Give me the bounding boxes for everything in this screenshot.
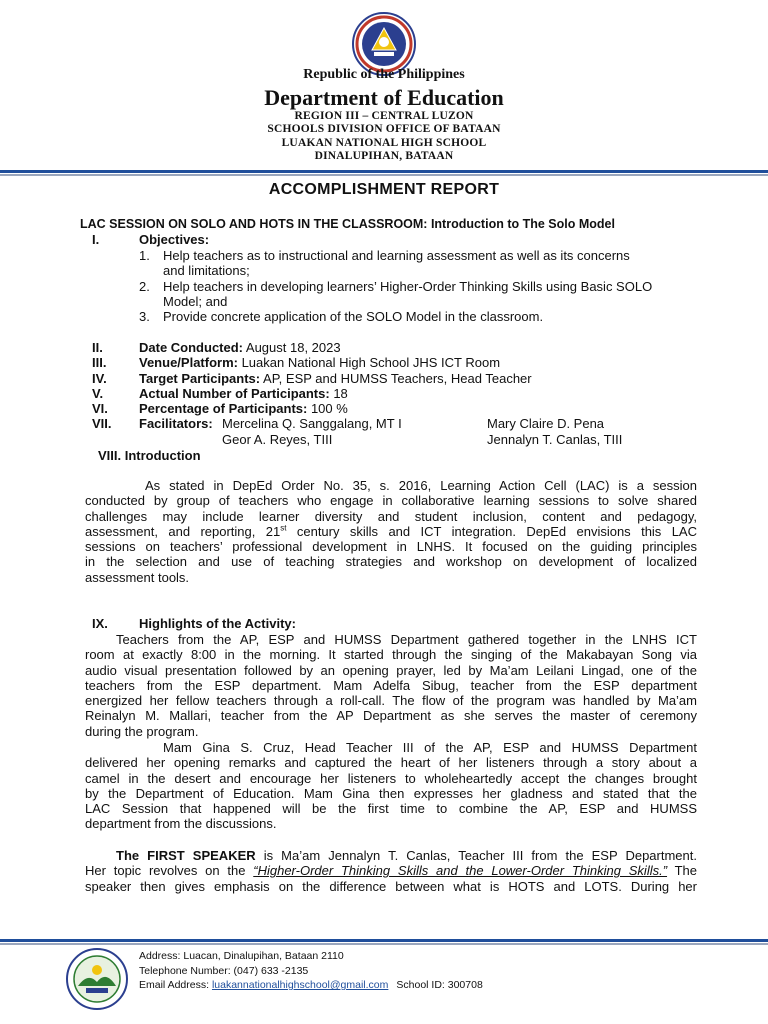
detail-label: Actual Number of Participants:	[139, 386, 330, 401]
detail-label: Percentage of Participants:	[139, 401, 308, 416]
ordinal-suffix: st	[280, 523, 287, 533]
detail-percentage	[139, 401, 348, 416]
highlights-paragraph-2	[85, 740, 697, 832]
detail-label: Target Participants:	[139, 371, 261, 386]
detail-value: August 18, 2023	[243, 340, 341, 355]
speaker-lead: The FIRST SPEAKER	[116, 848, 256, 863]
introduction-heading: VIII. Introduction	[98, 448, 201, 463]
introduction-paragraph	[85, 478, 697, 585]
detail-date	[139, 340, 341, 355]
line-part: assessment, and reporting, 21	[85, 523, 281, 539]
footer-email-link[interactable]: luakannationalhighschool@gmail.com	[211, 979, 389, 991]
paragraph-line: camel in the desert and encourage her listeners to wholeheartedly accept the changes brought	[85, 770, 697, 786]
objective-text: Help teachers as to instructional and learning assessment as well as its concerns	[163, 248, 630, 263]
paragraph-line: assessment tools.	[85, 569, 190, 585]
lac-session-title: LAC SESSION ON SOLO AND HOTS IN THE CLASSROOM: Introduction to The Solo Model	[80, 217, 615, 231]
highlights-paragraph-1	[85, 632, 697, 739]
paragraph-line: delivered her opening remarks and captured the heart of her listeners through a story about a	[85, 755, 697, 771]
footer-telephone: Telephone Number: (047) 633 -2135	[139, 965, 309, 977]
facilitators-label: Facilitators:	[139, 416, 213, 431]
objective-number: 1.	[139, 248, 150, 263]
section-numeral: I.	[92, 232, 100, 247]
section-numeral: IX.	[92, 616, 108, 631]
paragraph-line: conducted by group of teachers who engage in collaborative learning sessions to solve shared	[85, 493, 697, 509]
objective-number: 2.	[139, 279, 150, 294]
paragraph-line: challenges may include learner diversity and student inclusion, content and pedagogy,	[85, 508, 697, 524]
footer-school-id: School ID: 300708	[396, 979, 483, 991]
objective-number: 3.	[139, 309, 150, 324]
objectives-heading: Objectives:	[139, 232, 210, 247]
republic-heading: Republic of the Philippines	[303, 67, 465, 82]
paragraph-line: department from the discussions.	[85, 816, 277, 832]
school-seal-icon	[66, 948, 128, 1010]
detail-label: Date Conducted:	[139, 340, 243, 355]
footer-email-label: Email Address:	[139, 979, 212, 991]
paragraph-line: speaker then gives emphasis on the difference between what is HOTS and LOTS. During her	[85, 878, 697, 894]
line-part: The	[667, 863, 697, 879]
report-title: ACCOMPLISHMENT REPORT	[268, 181, 500, 198]
paragraph-line: room at exactly 8:00 in the morning. It started through the singing of the Makabayan Song via	[85, 647, 697, 663]
paragraph-line: energized her fellow teachers through a roll-call. The flow of the program was handled by Ma’am	[85, 693, 697, 709]
detail-target	[139, 371, 532, 386]
detail-value: Luakan National High School JHS ICT Room	[237, 355, 501, 370]
objective-text: Help teachers in developing learners’ Higher-Order Thinking Skills using Basic SOLO	[163, 279, 653, 294]
line-part: is Ma’am Jennalyn T. Canlas, Teacher III from the ESP Department.	[255, 848, 697, 863]
paragraph-line: teachers from the ESP department. Mam Adelfa Sibug, teacher from the ESP department	[85, 677, 697, 693]
line-part: century skills and ICT integration. DepEd envisions this LAC	[286, 523, 697, 539]
section-numeral: VII.	[92, 416, 112, 431]
detail-label: Venue/Platform:	[139, 355, 238, 370]
section-numeral: IV.	[92, 371, 107, 386]
facilitator-name: Mercelina Q. Sanggalang, MT I	[222, 416, 402, 431]
paragraph-line: Teachers from the AP, ESP and HUMSS Department gathered together in the LNHS ICT	[116, 632, 697, 647]
detail-value: 18	[329, 386, 348, 401]
footer-address: Address: Luacan, Dinalupihan, Bataan 2110	[139, 950, 344, 962]
footer-rule	[0, 939, 768, 942]
paragraph-line	[85, 848, 697, 863]
paragraph-line: Reinalyn M. Mallari, teacher from the AP Department as she serves the master of ceremony	[85, 708, 697, 724]
paragraph-line: LAC Session that happened will be the first time to combine the AP, ESP and HUMSS	[85, 801, 697, 817]
header-rule-shadow	[0, 174, 768, 176]
location-line: DINALUPIHAN, BATAAN	[314, 150, 454, 162]
detail-value: 100 %	[307, 401, 348, 416]
footer-email-line	[139, 979, 483, 991]
footer-rule-shadow	[0, 943, 768, 945]
paragraph-line	[85, 863, 697, 878]
objective-text: Model; and	[163, 294, 228, 309]
paragraph-line: by the Department of Education. Mam Gina then expresses her gladness and stated that the	[85, 785, 697, 801]
paragraph-line: As stated in DepEd Order No. 35, s. 2016, Learning Action Cell (LAC) is a session	[145, 478, 697, 493]
facilitator-name: Jennalyn T. Canlas, TIII	[487, 432, 623, 447]
region-line: REGION III – CENTRAL LUZON	[294, 110, 474, 122]
objective-text: and limitations;	[163, 263, 250, 278]
paragraph-line: Mam Gina S. Cruz, Head Teacher III of the AP, ESP and HUMSS Department	[163, 740, 697, 755]
detail-value: AP, ESP and HUMSS Teachers, Head Teacher	[260, 371, 532, 386]
paragraph-line: audio visual presentation followed by an opening prayer, led by Ma’am Leilani Lingad, one of the	[85, 662, 697, 678]
objective-text: Provide concrete application of the SOLO Model in the classroom.	[163, 309, 544, 324]
paragraph-line	[85, 524, 697, 539]
paragraph-line: sessions on teachers’ professional development in LNHS. It focused on the guiding principles	[85, 539, 697, 555]
section-numeral: VI.	[92, 401, 108, 416]
section-numeral: III.	[92, 355, 107, 370]
topic-title: “Higher-Order Thinking Skills and the Lower-Order Thinking Skills.”	[253, 863, 668, 879]
facilitator-name: Mary Claire D. Pena	[487, 416, 605, 431]
header-rule	[0, 170, 768, 173]
paragraph-line: during the program.	[85, 723, 199, 739]
school-line: LUAKAN NATIONAL HIGH SCHOOL	[281, 137, 487, 149]
highlights-paragraph-3	[85, 848, 697, 894]
department-heading: Department of Education	[264, 85, 504, 110]
highlights-heading: Highlights of the Activity:	[139, 616, 296, 631]
paragraph-line: in the selection and use of teaching strategies and workshop on development of localized	[85, 554, 697, 570]
line-part: Her topic revolves on the	[85, 863, 254, 879]
section-numeral: II.	[92, 340, 103, 355]
detail-venue	[139, 355, 500, 370]
division-line: SCHOOLS DIVISION OFFICE OF BATAAN	[267, 123, 501, 135]
detail-actual	[139, 386, 348, 401]
section-numeral: V.	[92, 386, 104, 401]
facilitator-name: Geor A. Reyes, TIII	[222, 432, 333, 447]
